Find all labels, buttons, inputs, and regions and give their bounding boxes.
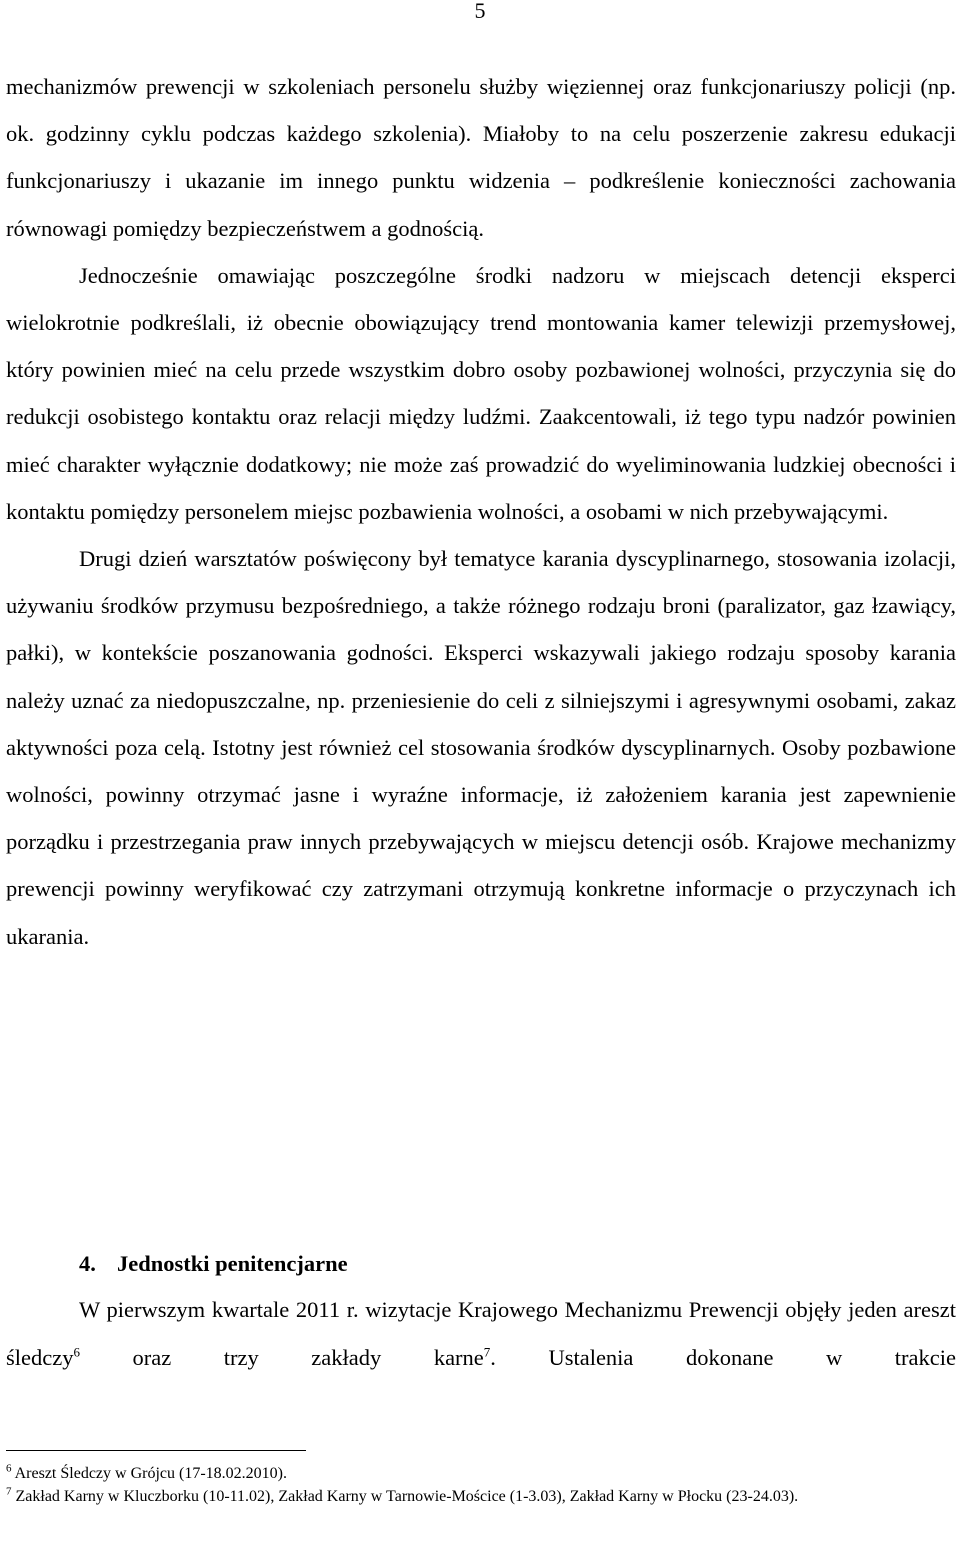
section-text-part-3: . Ustalenia dokonane w trakcie [490,1344,956,1370]
footnote-ref-6[interactable]: 6 [73,1344,80,1359]
paragraph-3: Drugi dzień warsztatów poświęcony był tematyce karania dyscyplinarnego, stosowania izolacji, używaniu środków przymusu bezpośredniego, a także różnego rodzaju broni (paralizator, gaz łzawiący, pałki), w kontekście poszanowania godności. Eksperci wskazywali jakiego rodzaju sposoby karania należy uznać za niedopuszczalne, np. przeniesienie do celi z silniejszymi i agresywnymi osobami, zakaz aktywności poza celą. Istotny jest również cel stosowania środków dyscyplinarnych. Osoby pozbawione wolności, powinny otrzymać jasne i wyraźne informacje, iż założeniem karania jest zapewnienie porządku i przestrzegania praw innych przebywających w miejscu detencji osób. Krajowe mechanizmy prewencji powinny weryfikować czy zatrzymani otrzymują konkretne informacje o przyczynach ich ukarania. [6,546,956,949]
section-text-part-2: oraz trzy zakłady karne [79,1344,484,1370]
body-text [6,63,956,960]
section-text-part-1: W pierwszym kwartale 2011 r. wizytacje Krajowego Mechanizmu Prewencji objęły jeden areszt śledczy [6,1297,956,1370]
page-number: 5 [474,0,486,23]
section-title: Jednostki penitencjarne [117,1251,348,1276]
section-number: 4. [79,1251,96,1276]
footnote-6 [6,1462,956,1485]
footnotes [6,1462,956,1508]
footnote-7 [6,1485,956,1508]
footnote-mark: 6 [6,1462,12,1475]
paragraph-1: mechanizmów prewencji w szkoleniach personelu służby więziennej oraz funkcjonariuszy policji (np. ok. godzinny cyklu podczas każdego szkolenia). Miałoby to na celu poszerzenie zakresu edukacji funkcjonariuszy i ukazanie im innego punktu widzenia – podkreślenie konieczności zachowania równowagi pomiędzy bezpieczeństwem a godnością. [6,74,956,241]
footnote-text: Areszt Śledczy w Grójcu (17-18.02.2010). [11,1465,287,1482]
footnote-ref-7[interactable]: 7 [483,1344,491,1359]
section-paragraph [6,1286,956,1381]
section-heading [79,1240,348,1287]
paragraph-2: Jednocześnie omawiając poszczególne środki nadzoru w miejscach detencji eksperci wielokrotnie podkreślali, iż obecnie obowiązujący trend montowania kamer telewizji przemysłowej, który powinien mieć na celu przede wszystkim dobro osoby pozbawionej wolności, przyczynia się do redukcji osobistego kontaktu oraz relacji między ludźmi. Zaakcentowali, iż tego typu nadzór powinien mieć charakter wyłącznie dodatkowy; nie może zaś prowadzić do wyeliminowania ludzkiej obecności i kontaktu pomiędzy personelem miejsc pozbawienia wolności, a osobami w nich przebywającymi. [6,262,956,524]
footnote-separator [6,1450,306,1451]
footnote-text: Zakład Karny w Kluczborku (10-11.02), Zakład Karny w Tarnowie-Mościce (1-3.03), Zakład Karny w Płocku (23-24.03). [11,1488,799,1505]
footnote-mark: 7 [6,1485,12,1498]
section-text [6,1286,956,1381]
